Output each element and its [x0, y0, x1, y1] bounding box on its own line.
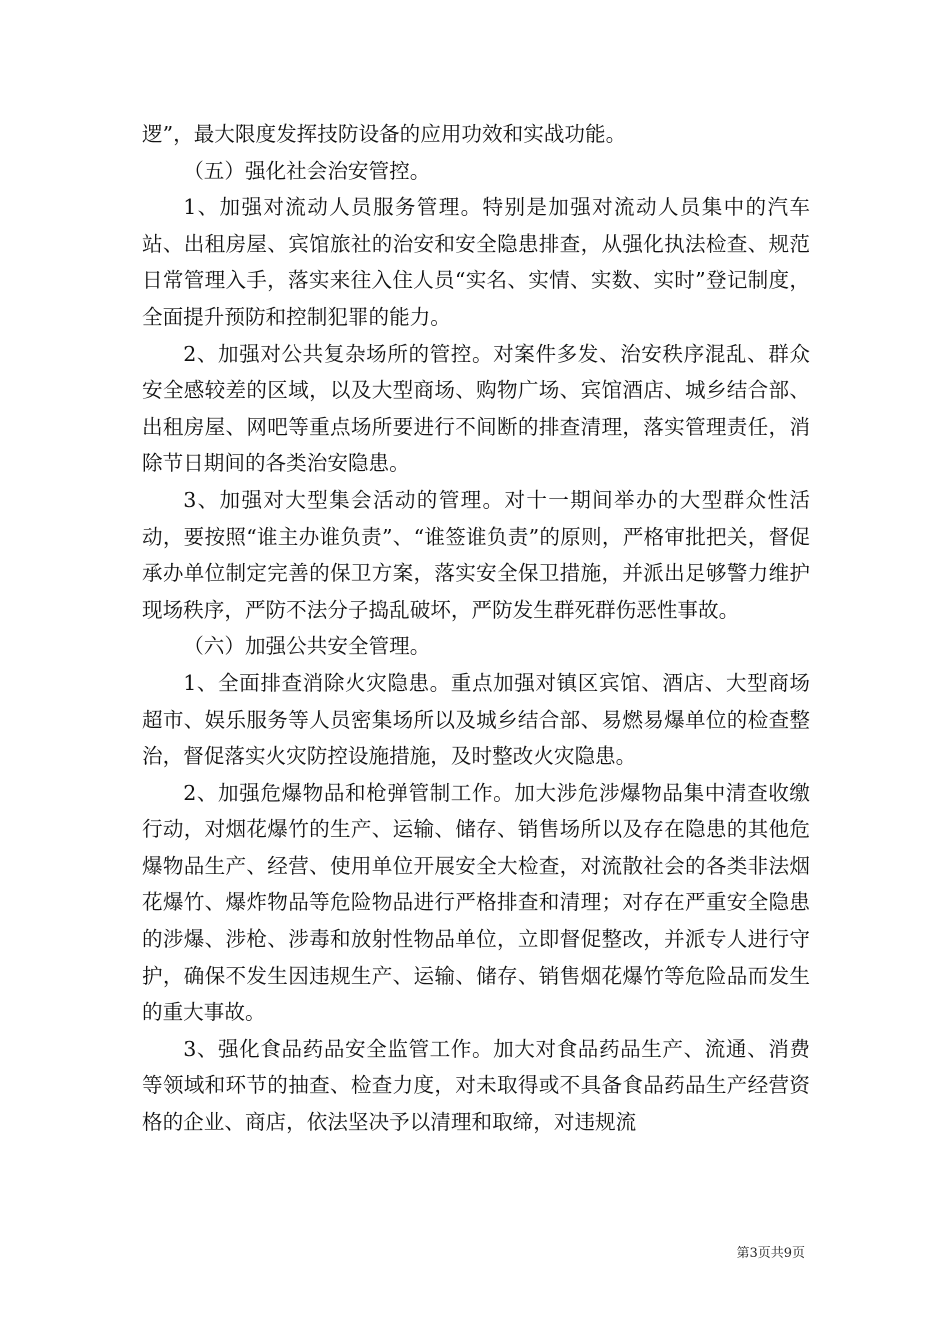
paragraph-continued: 逻”，最大限度发挥技防设备的应用功效和实战功能。 [142, 122, 627, 146]
paragraph-6-3: 3、强化食品药品安全监管工作。加大对食品药品生产、流通、消费等领域和环节的抽查、检查力度，对未取得或不具备食品药品生产经营资格的企业、商店，依法坚决予以清理和取缔，对违规流 [142, 1036, 810, 1135]
paragraph-5-3: 3、加强对大型集会活动的管理。对十一期间举办的大型群众性活动，要按照“谁主办谁负责”、“谁签谁负责”的原则，严格审批把关，督促承办单位制定完善的保卫方案，落实安全保卫措施，并派出足够警力维护现场秩序，严防不法分子捣乱破坏，严防发生群死群伤恶性事故。 [142, 487, 810, 622]
paragraph-6-2: 2、加强危爆物品和枪弹管制工作。加大涉危涉爆物品集中清查收缴行动，对烟花爆竹的生产、运输、储存、销售场所以及存在隐患的其他危爆物品生产、经营、使用单位开展安全大检查，对流散社会的各类非法烟花爆竹、爆炸物品等危险物品进行严格排查和清理；对存在严重安全隐患的涉爆、涉枪、涉毒和放射性物品单位，立即督促整改，并派专人进行守护，确保不发生因违规生产、运输、储存、销售烟花爆竹等危险品而发生的重大事故。 [142, 780, 810, 1025]
section-heading-6: （六）加强公共安全管理。 [183, 634, 431, 659]
paragraph-6-1: 1、全面排查消除火灾隐患。重点加强对镇区宾馆、酒店、大型商场超市、娱乐服务等人员密集场所以及城乡结合部、易燃易爆单位的检查整治，督促落实火灾防控设施措施，及时整改火灾隐患。 [142, 670, 810, 769]
paragraph-5-1: 1、加强对流动人员服务管理。特别是加强对流动人员集中的汽车站、出租房屋、宾馆旅社的治安和安全隐患排查，从强化执法检查、规范日常管理入手，落实来往入住人员“实名、实情、实数、实时”登记制度，全面提升预防和控制犯罪的能力。 [142, 195, 810, 329]
section-heading-5: （五）强化社会治安管控。 [183, 158, 431, 183]
document-body [142, 116, 810, 1141]
paragraph-5-2: 2、加强对公共复杂场所的管控。对案件多发、治安秩序混乱、群众安全感较差的区域，以及大型商场、购物广场、宾馆酒店、城乡结合部、出租房屋、网吧等重点场所要进行不间断的排查清理，落实管理责任，消除节日期间的各类治安隐患。 [142, 341, 810, 476]
page-number-footer: 第3页共9页 [736, 1246, 805, 1261]
